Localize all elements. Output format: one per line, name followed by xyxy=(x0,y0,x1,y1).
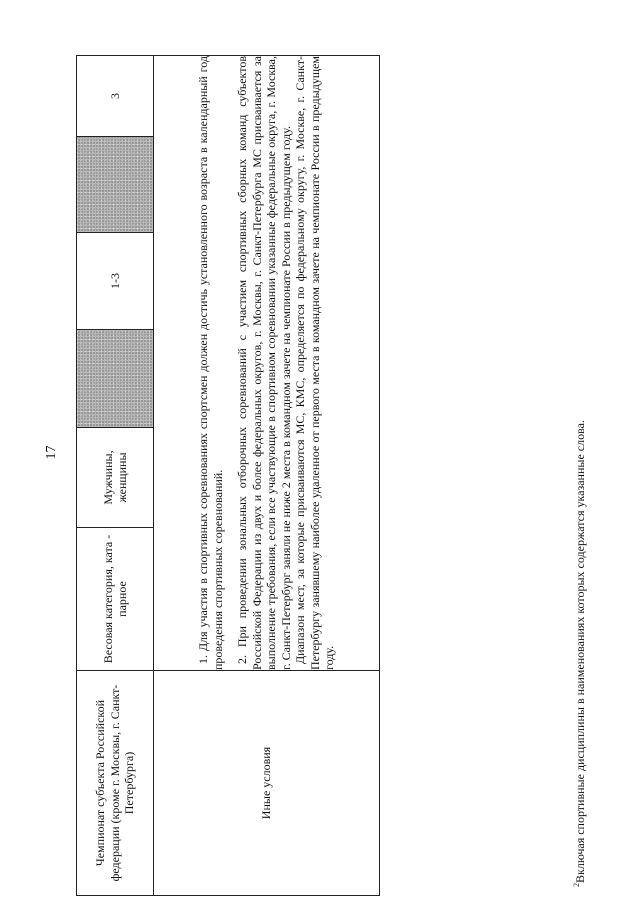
shaded-cell xyxy=(77,330,154,428)
gender-cell: Мужчины, женщины xyxy=(77,428,154,528)
table-row xyxy=(154,56,380,896)
footnote-text: Включая спортивные дисциплины в наименованиях которых содержатся указанные слова. xyxy=(573,420,587,883)
condition-paragraph: 2. При проведении зональных отборочных соревнований с участием спортивных сборных команд субъектов Российской Федерации из двух и более федеральных округов, г. Москвы, г. Санкт-Петербурга МС присваивается за выполнение требования, если все участвующие в спортивном соревновании указанные федеральные округа, г. Москва, г. Санкт-Петербург заняли не ниже 2 места в командном зачете на чемпионате России в предыдущем году. xyxy=(235,56,293,670)
table-row xyxy=(77,56,154,896)
conditions-text xyxy=(154,56,380,671)
page-number: 17 xyxy=(44,445,59,460)
condition-paragraph: 1. Для участия в спортивных соревнованиях спортсмен должен достичь установленного возраста в календарный год проведения спортивных соревнований. xyxy=(196,56,225,670)
footnote xyxy=(572,420,588,887)
shaded-cell xyxy=(77,137,154,233)
places-cell: 1-3 xyxy=(77,233,154,330)
weight-category-cell: Весовая категория, ката - парное xyxy=(77,528,154,671)
conditions-label: Иные условия xyxy=(154,671,380,896)
footnote-marker: 2 xyxy=(572,883,581,887)
championship-cell: Чемпионат субъекта Российской федерации (кроме г. Москвы, г. Санкт-Петербурга) xyxy=(77,671,154,896)
count-cell: 3 xyxy=(77,56,154,137)
qualification-table xyxy=(76,55,380,896)
condition-paragraph: Диапазон мест, за которые присваиваются МС, КМС, определяется по федеральному округу, г. Москве, г. Санкт-Петербургу занявшему наиболее удаленное от первого места в командном зачете на чемпионате России в предыдущем году. xyxy=(293,56,337,670)
